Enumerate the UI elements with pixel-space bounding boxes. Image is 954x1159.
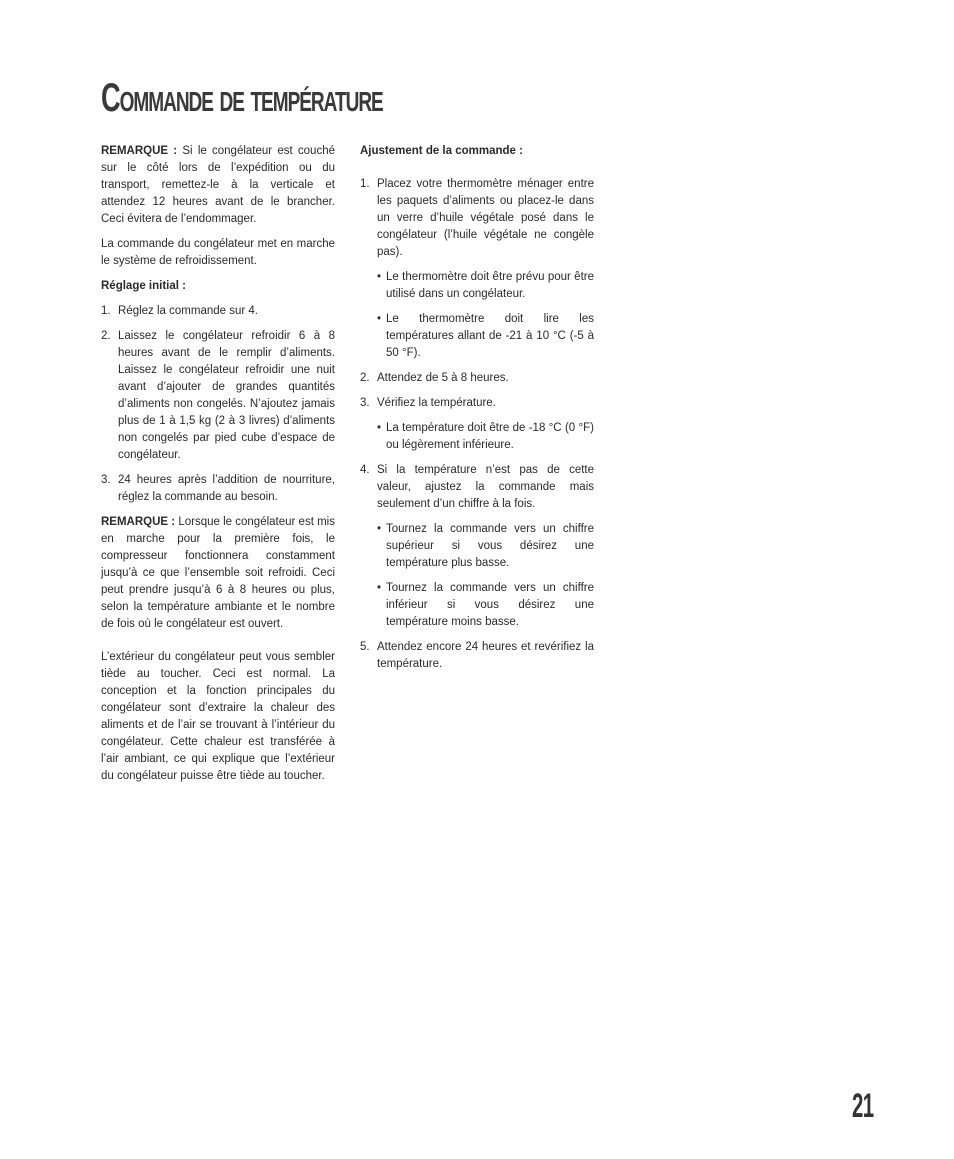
step-text: Si la température n’est pas de cette valeur, ajustez la commande mais seulement d’un chiffre à la fois. bbox=[377, 464, 594, 510]
bullet-text: La température doit être de -18 °C (0 °F) ou légèrement inférieure. bbox=[386, 422, 594, 451]
list-item bbox=[360, 395, 594, 412]
note-text: Lorsque le congélateur est mis en marche pour la première fois, le compresseur fonctionnera constamment jusqu’à ce que l’ensemble soit refroidi. Ceci peut prendre jusqu’à 6 à 8 heures ou plus, selon la température ambiante et le nombre de fois où le congélateur est ouvert. bbox=[101, 516, 335, 630]
left-column bbox=[101, 143, 335, 793]
list-item bbox=[360, 176, 594, 261]
bullet-icon: • bbox=[377, 271, 382, 283]
page-title: Commande de température bbox=[101, 76, 383, 120]
right-column bbox=[360, 143, 594, 681]
step-number: 4. bbox=[360, 464, 370, 476]
list-item bbox=[101, 472, 335, 506]
step-text: Placez votre thermomètre ménager entre les paquets d’aliments ou placez-le dans un verre d’huile végétale posé dans le congélateur (l’huile végétale ne congèle pas). bbox=[377, 178, 594, 258]
note-text: Si le congélateur est couché sur le côté lors de l’expédition ou du transport, remettez-le à la verticale et attendez 12 heures avant de le brancher. Ceci évitera de l’endommager. bbox=[101, 145, 335, 225]
list-item bbox=[360, 462, 594, 513]
bullet-text: Le thermomètre doit être prévu pour être utilisé dans un congélateur. bbox=[386, 271, 594, 300]
bullet-item bbox=[377, 580, 594, 631]
adjustment-heading: Ajustement de la commande : bbox=[360, 145, 523, 157]
step-number: 3. bbox=[101, 474, 111, 486]
list-item bbox=[101, 328, 335, 464]
step-number: 1. bbox=[360, 178, 370, 190]
note-label: REMARQUE : bbox=[101, 145, 178, 157]
step-text: Laissez le congélateur refroidir 6 à 8 heures avant de le remplir d’aliments. Laissez le congélateur refroidir une nuit avant d’ajouter de grandes quantités d’aliments non congelés. N’ajoutez jamais plus de 1 à 1,5 kg (2 à 3 livres) d’aliments non congelés par pied cube d’espace de congélateur. bbox=[118, 330, 335, 461]
bullet-text: Tournez la commande vers un chiffre supérieur si vous désirez une température plus basse. bbox=[386, 523, 594, 569]
bullet-item bbox=[377, 521, 594, 572]
bullet-icon: • bbox=[377, 582, 382, 594]
step-number: 2. bbox=[360, 372, 370, 384]
step-number: 1. bbox=[101, 305, 111, 317]
bullet-item bbox=[377, 269, 594, 303]
list-item bbox=[360, 370, 594, 387]
step-text: Attendez de 5 à 8 heures. bbox=[377, 372, 509, 384]
list-item bbox=[101, 303, 335, 320]
exterior-warmth-paragraph: L’extérieur du congélateur peut vous sembler tiède au toucher. Ceci est normal. La conception et la fonction principales du congélateur sont d’extraire la chaleur des aliments et de l’air se trouvant à l’intérieur du congélateur. Cette chaleur est transférée à l’air ambiant, ce qui explique que l’extérieur du congélateur puisse être tiède au toucher. bbox=[101, 651, 335, 782]
bullet-item bbox=[377, 311, 594, 362]
intro-paragraph: La commande du congélateur met en marche le système de refroidissement. bbox=[101, 238, 335, 267]
initial-setting-heading: Réglage initial : bbox=[101, 280, 186, 292]
step-text: Vérifiez la température. bbox=[377, 397, 496, 409]
bullet-icon: • bbox=[377, 422, 382, 434]
step-text: Attendez encore 24 heures et revérifiez la température. bbox=[377, 641, 594, 670]
bullet-icon: • bbox=[377, 313, 382, 325]
bullet-icon: • bbox=[377, 523, 382, 535]
bullet-text: Le thermomètre doit lire les températures allant de -21 à 10 °C (-5 à 50 °F). bbox=[386, 313, 594, 359]
bullet-text: Tournez la commande vers un chiffre inférieur si vous désirez une température moins basse. bbox=[386, 582, 594, 628]
bullet-item bbox=[377, 420, 594, 454]
page-number: 21 bbox=[852, 1087, 874, 1125]
step-number: 2. bbox=[101, 330, 111, 342]
step-text: 24 heures après l’addition de nourriture, réglez la commande au besoin. bbox=[118, 474, 335, 503]
step-number: 5. bbox=[360, 641, 370, 653]
step-text: Réglez la commande sur 4. bbox=[118, 305, 258, 317]
note-shipping bbox=[101, 143, 335, 228]
step-number: 3. bbox=[360, 397, 370, 409]
list-item bbox=[360, 639, 594, 673]
note-label: REMARQUE : bbox=[101, 516, 176, 528]
note-compressor bbox=[101, 514, 335, 633]
